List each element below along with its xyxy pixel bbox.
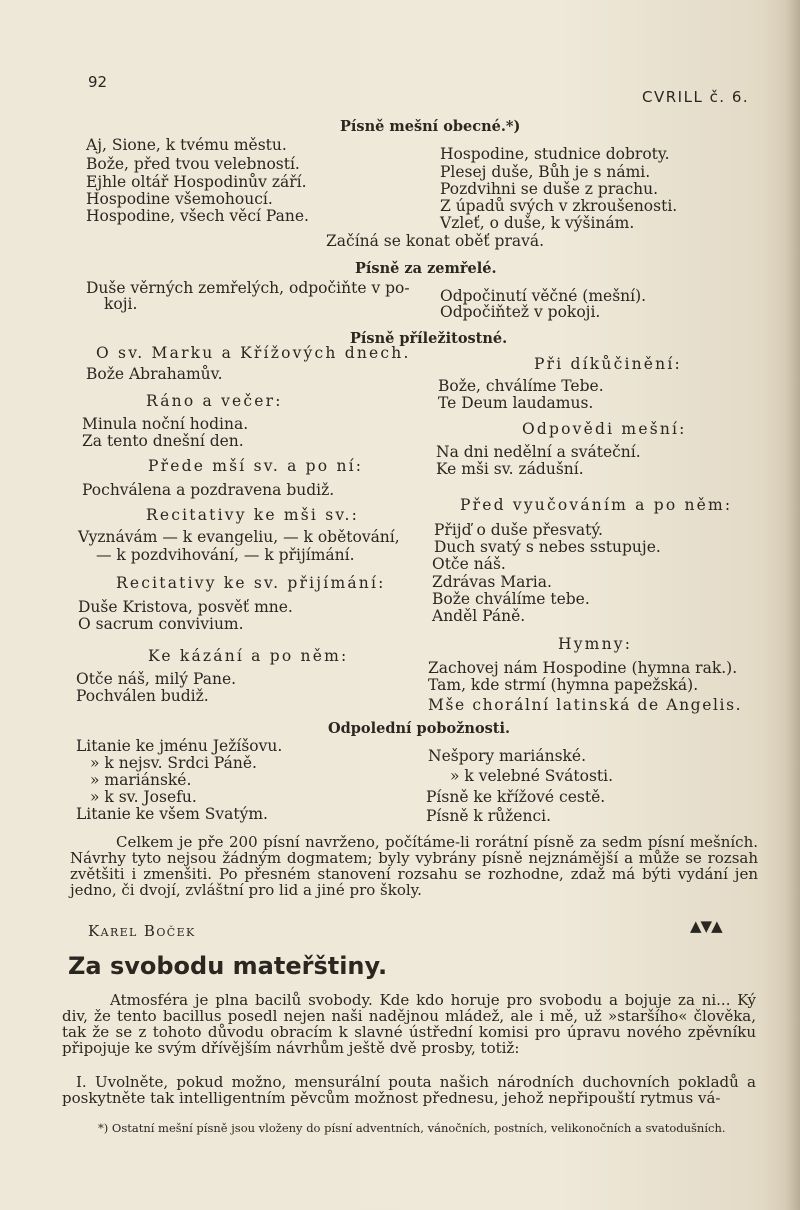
ornament-icon: ▲▼▲ [690, 917, 722, 935]
section-heading-occasional: Písně příležitostné. [350, 330, 508, 347]
list-item: Bože chválíme tebe. [432, 590, 590, 608]
list-item: Aj, Sione, k tvému městu. [86, 136, 287, 154]
list-item: Odpočiňtež v pokoji. [440, 303, 601, 321]
list-item: Z úpadů svých v zkroušenosti. [440, 197, 678, 215]
list-item: Hospodine, všech věcí Pane. [86, 207, 309, 225]
list-item: Vyznávám — k evangeliu, — k obětování, [78, 528, 400, 546]
list-item: Hospodine, studnice dobroty. [440, 145, 670, 163]
article-paragraph-1: Atmosféra je plna bacilů svobody. Kde kdo horuje pro svobodu a bojuje za ni... Ký div, že tento bacillus posedl nejen naši nadějnou mládež, ale i mě, už »staršího« člověka, tak že se z tohoto důvodu obracím k slavné ústřední komisi pro úpravu nového zpěvníku připojuje ke svým dřívějším návrhům ještě dvě prosby, totiž: [62, 991, 756, 1057]
list-item: Vzleť, o duše, k výšinám. [440, 214, 635, 232]
list-item: » k nejsv. Srdci Páně. [90, 754, 257, 772]
list-item: Ke mši sv. zádušní. [436, 460, 584, 478]
section-heading-deceased: Písně za zemřelé. [355, 260, 497, 277]
list-item: Na dni nedělní a sváteční. [436, 443, 641, 461]
list-item: Te Deum laudamus. [438, 394, 594, 412]
list-item: koji. [104, 295, 138, 313]
list-item: Zachovej nám Hospodine (hymna rak.). [428, 659, 738, 677]
list-item: Duše věrných zemřelých, odpočiňte v po- [86, 279, 410, 297]
list-item: Za tento dnešní den. [82, 432, 244, 450]
list-item: » k sv. Josefu. [90, 788, 197, 806]
list-item: Duch svatý s nebes sstupuje. [434, 538, 661, 556]
list-item: Anděl Páně. [432, 607, 526, 625]
list-item: Pochválena a pozdravena budiž. [82, 481, 335, 499]
subheading: Ráno a večer: [146, 392, 283, 410]
subheading: O sv. Marku a Křížových dnech. [96, 344, 411, 362]
subheading: Při díkůčinění: [534, 355, 682, 373]
section-heading-afternoon: Odpolední pobožnosti. [328, 720, 511, 737]
list-item: » mariánské. [90, 771, 192, 789]
author-signature: Karel Boček [88, 922, 196, 940]
list-item: Písně ke křížové cestě. [426, 788, 606, 806]
article-title: Za svobodu mateřštiny. [68, 952, 388, 980]
list-item: Zdrávas Maria. [432, 573, 552, 591]
closing-paragraph: Celkem je pře 200 písní navrženo, počítáme-li rorátní písně za sedm písní mešních. Návrhy tyto nejsou žádným dogmatem; byly vybrány písně nejznámější a může se rozsah zvětšiti i zmenšiti. Po přesném stanovení rozsahu se rozhodne, zdaž má býti vydání jen jedno, či dvojí, zvláštní pro lid a jiné pro školy. [70, 833, 758, 899]
list-item: Odpočinutí věčné (mešní). [440, 287, 647, 305]
list-item: Tam, kde strmí (hymna papežská). [428, 676, 699, 694]
subheading: Recitativy ke sv. přijímání: [116, 574, 386, 592]
subheading: Přede mší sv. a po ní: [148, 457, 364, 475]
running-title: CVRILL č. 6. [642, 88, 750, 106]
subheading: Hymny: [558, 635, 633, 653]
list-item: Minula noční hodina. [82, 415, 249, 433]
article-paragraph-2: I. Uvolněte, pokud možno, mensurální pouta našich národních duchovních pokladů a poskytněte tak intelligentním pěvcům možnost přednesu, jehož nepřipouští rytmus vá- [62, 1073, 756, 1107]
list-item: Pochválen budiž. [76, 687, 209, 705]
list-item: O sacrum convivium. [78, 615, 244, 633]
list-item: Otče náš, milý Pane. [76, 670, 237, 688]
list-item: Bože Abrahamův. [86, 365, 223, 383]
subheading: Odpovědi mešní: [522, 420, 687, 438]
list-item: Písně k růženci. [426, 807, 552, 825]
subheading: Ke kázání a po něm: [148, 647, 349, 665]
list-item: Nešpory mariánské. [428, 747, 587, 765]
page-edge [784, 0, 800, 1210]
list-item: Mše chorální latinská de Angelis. [428, 696, 743, 714]
list-item: Přijď o duše přesvatý. [434, 521, 603, 539]
list-item: Plesej duše, Bůh je s námi. [440, 163, 651, 181]
list-item: Ejhle oltář Hospodinův září. [86, 173, 307, 191]
list-item: Otče náš. [432, 555, 506, 573]
section-heading-mass-songs: Písně mešní obecné.*) [340, 118, 521, 135]
subheading: Před vyučováním a po něm: [460, 496, 733, 514]
list-item: Litanie ke všem Svatým. [76, 805, 268, 823]
list-item: Pozdvihni se duše z prachu. [440, 180, 659, 198]
list-item: Bože, chválíme Tebe. [438, 377, 604, 395]
list-item: Bože, před tvou velebností. [86, 155, 300, 173]
list-item: Hospodine všemohoucí. [86, 190, 273, 208]
list-item: — k pozdvihování, — k přijímání. [96, 546, 355, 564]
footnote: *) Ostatní mešní písně jsou vloženy do písní adventních, vánočních, postních, velikonočních a svatodušních. [98, 1121, 726, 1135]
list-item: » k velebné Svátosti. [450, 767, 614, 785]
subheading: Recitativy ke mši sv.: [146, 506, 360, 524]
list-item: Litanie ke jménu Ježíšovu. [76, 737, 283, 755]
centered-item: Začíná se konat oběť pravá. [326, 232, 545, 250]
list-item: Duše Kristova, posvěť mne. [78, 598, 293, 616]
page-number: 92 [88, 73, 108, 91]
